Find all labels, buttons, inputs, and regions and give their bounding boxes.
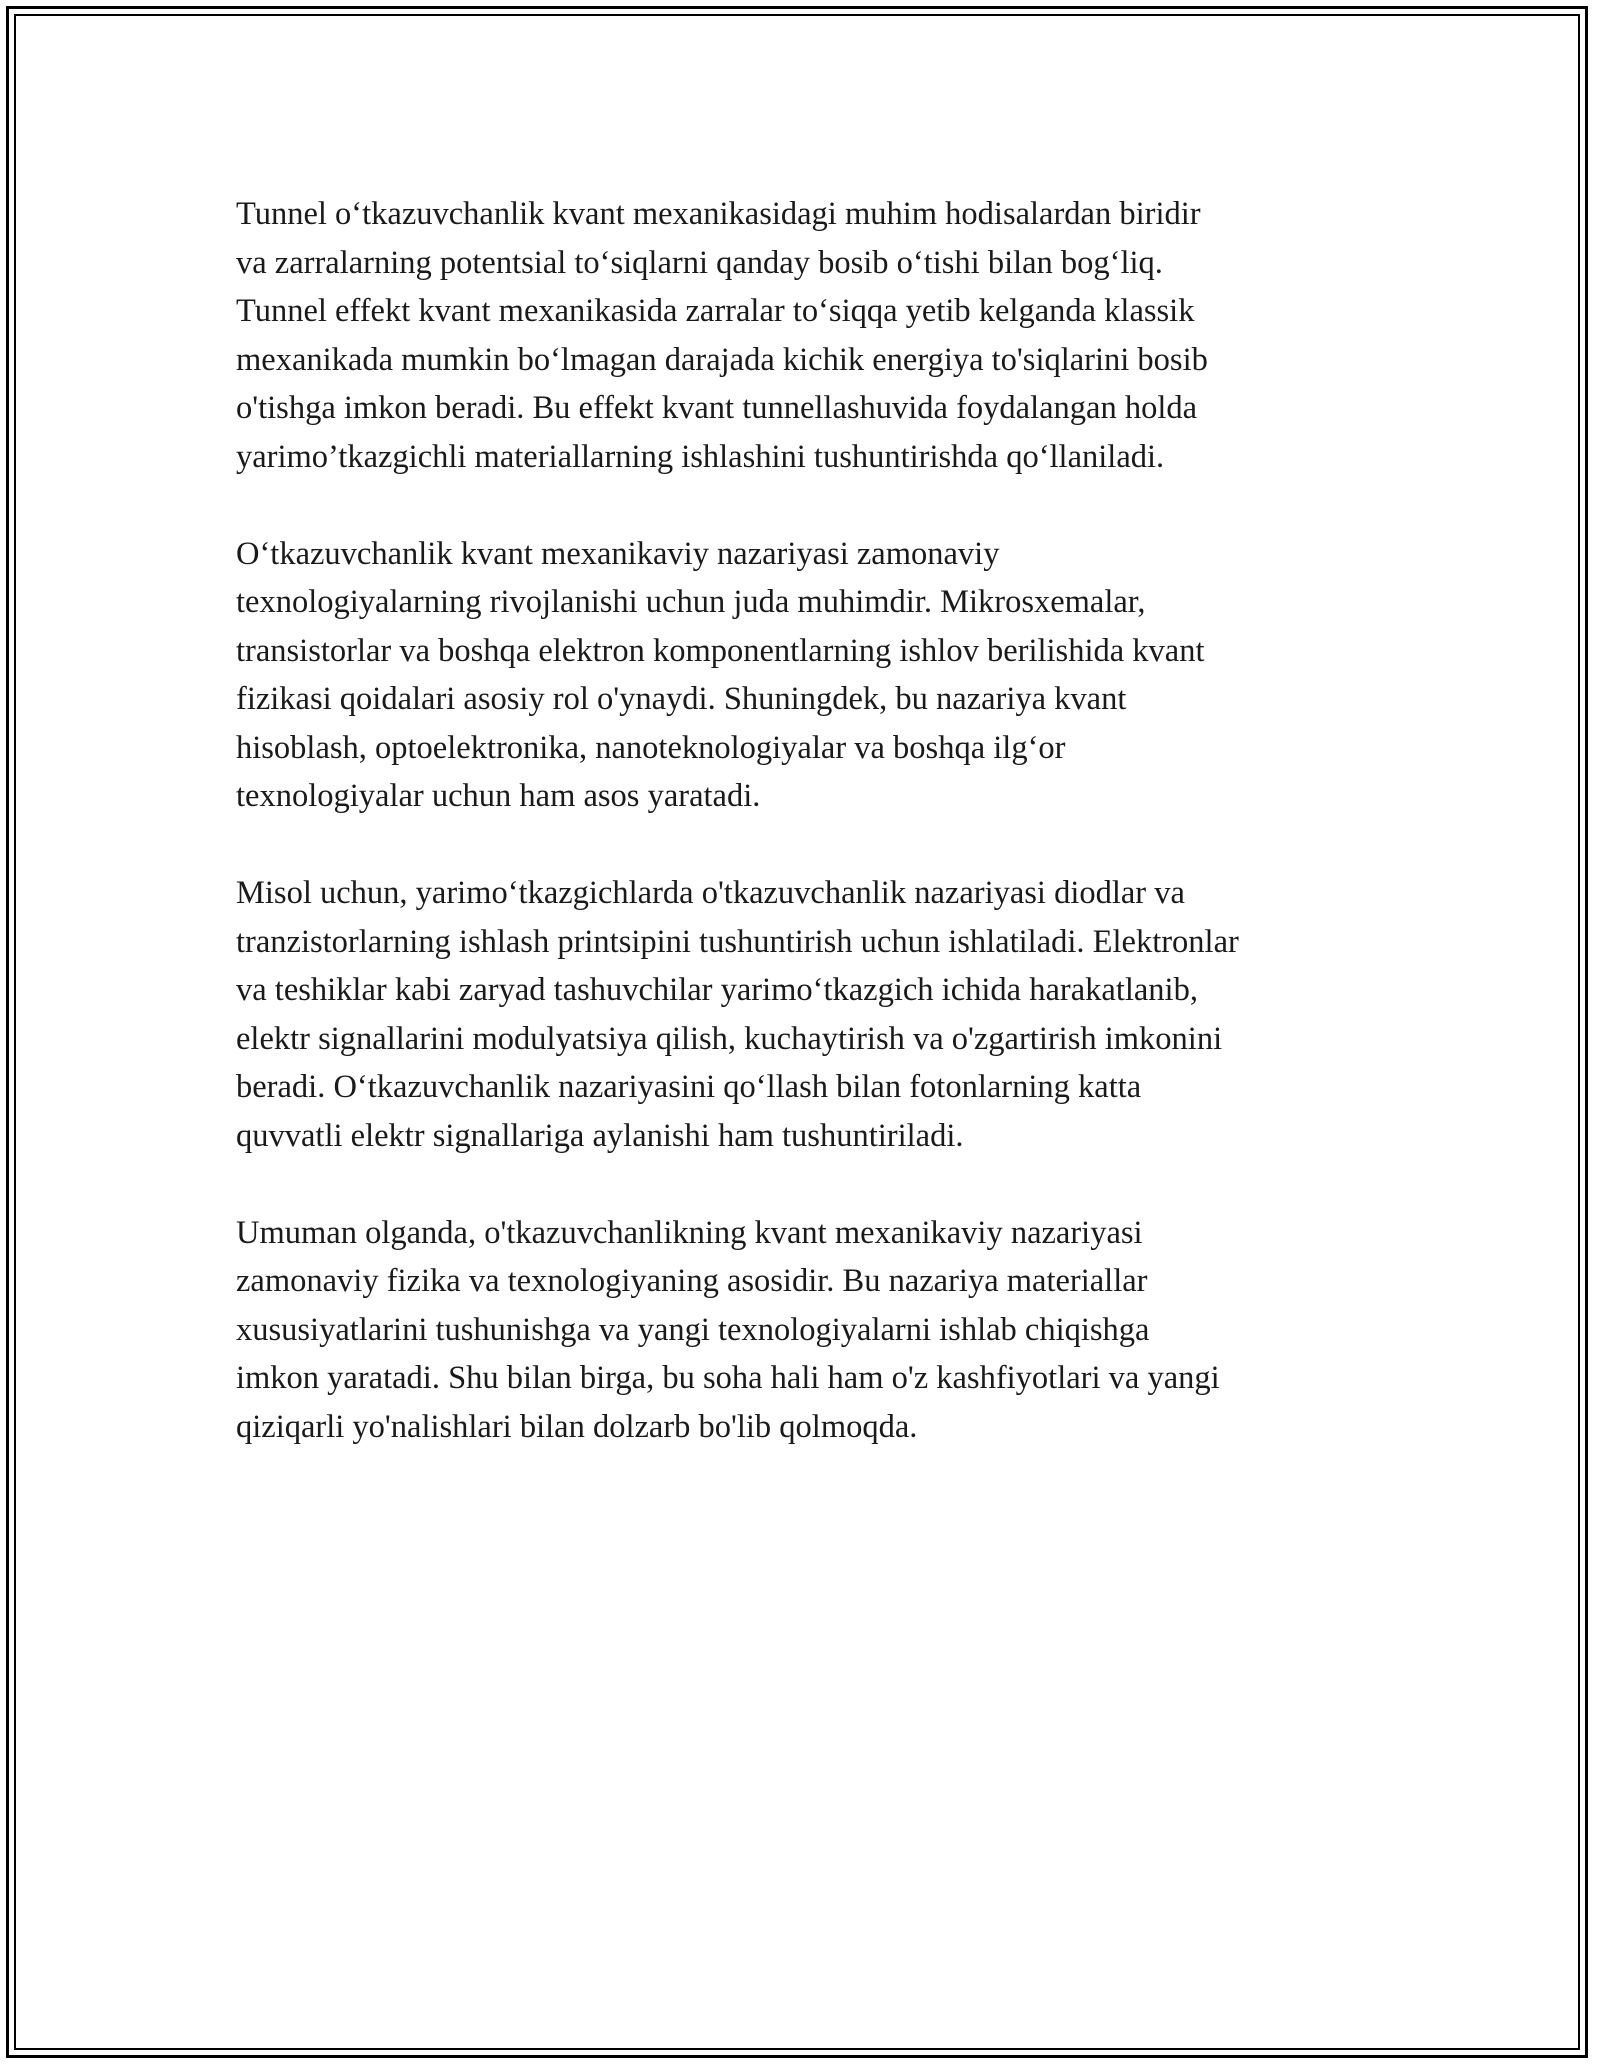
paragraph-semiconductors: Misol uchun, yarimo‘tkazgichlarda o'tkazuvchanlik nazariyasi diodlar va tranzistorlarning ishlash printsipini tushuntirish uchun ishlatiladi. Elektronlar va teshiklar kabi zaryad tashuvchilar yarimo‘tkazgich ichida harakatlanib, elektr signallarini modulyatsiya qilish, kuchaytirish va o'zgartirish imkonini beradi. O‘tkazuvchanlik nazariyasini qo‘llash bilan fotonlarning katta quvvatli elektr signallariga aylanishi ham tushuntiriladi. — [236, 875, 1239, 1154]
paragraph-tunnel-effect: Tunnel o‘tkazuvchanlik kvant mexanikasidagi muhim hodisalardan biridir va zarralarning potentsial to‘siqlarni qanday bosib o‘tishi bilan bog‘liq. Tunnel effekt kvant mexanikasida zarralar to‘siqqa yetib kelganda klassik mexanikada mumkin bo‘lmagan darajada kichik energiya to'siqlarini bosib o'tishga imkon beradi. Bu effekt kvant tunnellashuvida foydalangan holda yarimo’tkazgichli materiallarning ishlashini tushuntirishda qo‘llaniladi. — [236, 196, 1208, 475]
document-body — [236, 190, 1386, 1500]
paragraph-conclusion: Umuman olganda, o'tkazuvchanlikning kvant mexanikaviy nazariyasi zamonaviy fizika va texnologiyaning asosidir. Bu nazariya materiallar xususiyatlarini tushunishga va yangi texnologiyalarni ishlab chiqishga imkon yaratadi. Shu bilan birga, bu soha hali ham o'z kashfiyotlari va yangi qiziqarli yo'nalishlari bilan dolzarb bo'lib qolmoqda. — [236, 1214, 1220, 1445]
paragraph-modern-technology: O‘tkazuvchanlik kvant mexanikaviy nazariyasi zamonaviy texnologiyalarning rivojlanishi uchun juda muhimdir. Mikrosxemalar, transistorlar va boshqa elektron komponentlarning ishlov berilishida kvant fizikasi qoidalari asosiy rol o'ynaydi. Shuningdek, bu nazariya kvant hisoblash, optoelektronika, nanoteknologiyalar va boshqa ilg‘or texnologiyalar uchun ham asos yaratadi. — [236, 535, 1205, 814]
